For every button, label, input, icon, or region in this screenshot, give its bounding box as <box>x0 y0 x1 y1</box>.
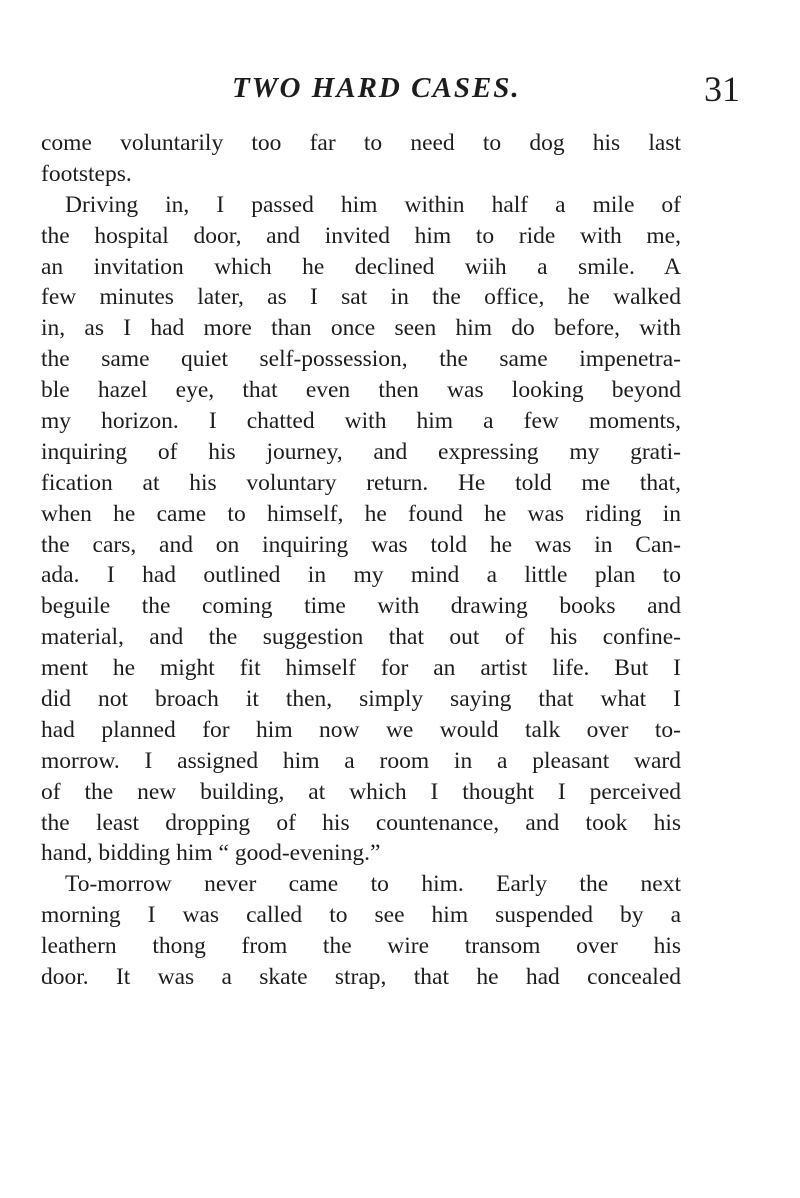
text-line: an invitation which he declined wiih a smile. A <box>41 253 681 280</box>
text-line: ble hazel eye, that even then was looking beyond <box>41 377 681 404</box>
text-line: ada. I had outlined in my mind a little plan to <box>41 562 681 589</box>
text-line: fication at his voluntary return. He told me that, <box>41 469 681 496</box>
text-line: the same quiet self-possession, the same impenetra- <box>41 346 681 373</box>
text-line: when he came to himself, he found he was riding in <box>41 500 681 527</box>
page-number: 31 <box>704 69 740 109</box>
text-line: in, as I had more than once seen him do before, with <box>41 315 681 342</box>
text-line: few minutes later, as I sat in the office, he walked <box>41 284 681 311</box>
text-line: morrow. I assigned him a room in a pleasant ward <box>41 747 681 774</box>
text-line: the cars, and on inquiring was told he was in Can- <box>41 531 681 558</box>
text-line: footsteps. <box>41 160 132 187</box>
running-title: TWO HARD CASES. <box>232 72 521 104</box>
text-line: hand, bidding him “ good-evening.” <box>41 840 381 867</box>
text-line: the hospital door, and invited him to ride with me, <box>41 222 681 249</box>
text-line: morning I was called to see him suspended by a <box>41 902 681 929</box>
running-head <box>40 69 740 112</box>
text-line: my horizon. I chatted with him a few moments, <box>41 408 681 435</box>
text-line: ment he might fit himself for an artist life. But I <box>41 655 681 682</box>
text-line: of the new building, at which I thought I perceived <box>41 778 681 805</box>
text-line: door. It was a skate strap, that he had concealed <box>41 964 681 991</box>
text-line: leathern thong from the wire transom over his <box>41 933 681 960</box>
text-line: inquiring of his journey, and expressing my grati- <box>41 438 681 465</box>
text-line: To-morrow never came to him. Early the next <box>65 871 681 898</box>
text-line: did not broach it then, simply saying that what I <box>41 686 681 713</box>
text-line: come voluntarily too far to need to dog his last <box>41 130 681 156</box>
text-line: beguile the coming time with drawing books and <box>41 593 681 620</box>
text-line: material, and the suggestion that out of his confine- <box>41 624 681 651</box>
text-line: Driving in, I passed him within half a mile of <box>65 191 681 218</box>
body-text <box>41 128 681 993</box>
text-line: had planned for him now we would talk over to- <box>41 716 681 743</box>
text-line: the least dropping of his countenance, and took his <box>41 809 681 836</box>
